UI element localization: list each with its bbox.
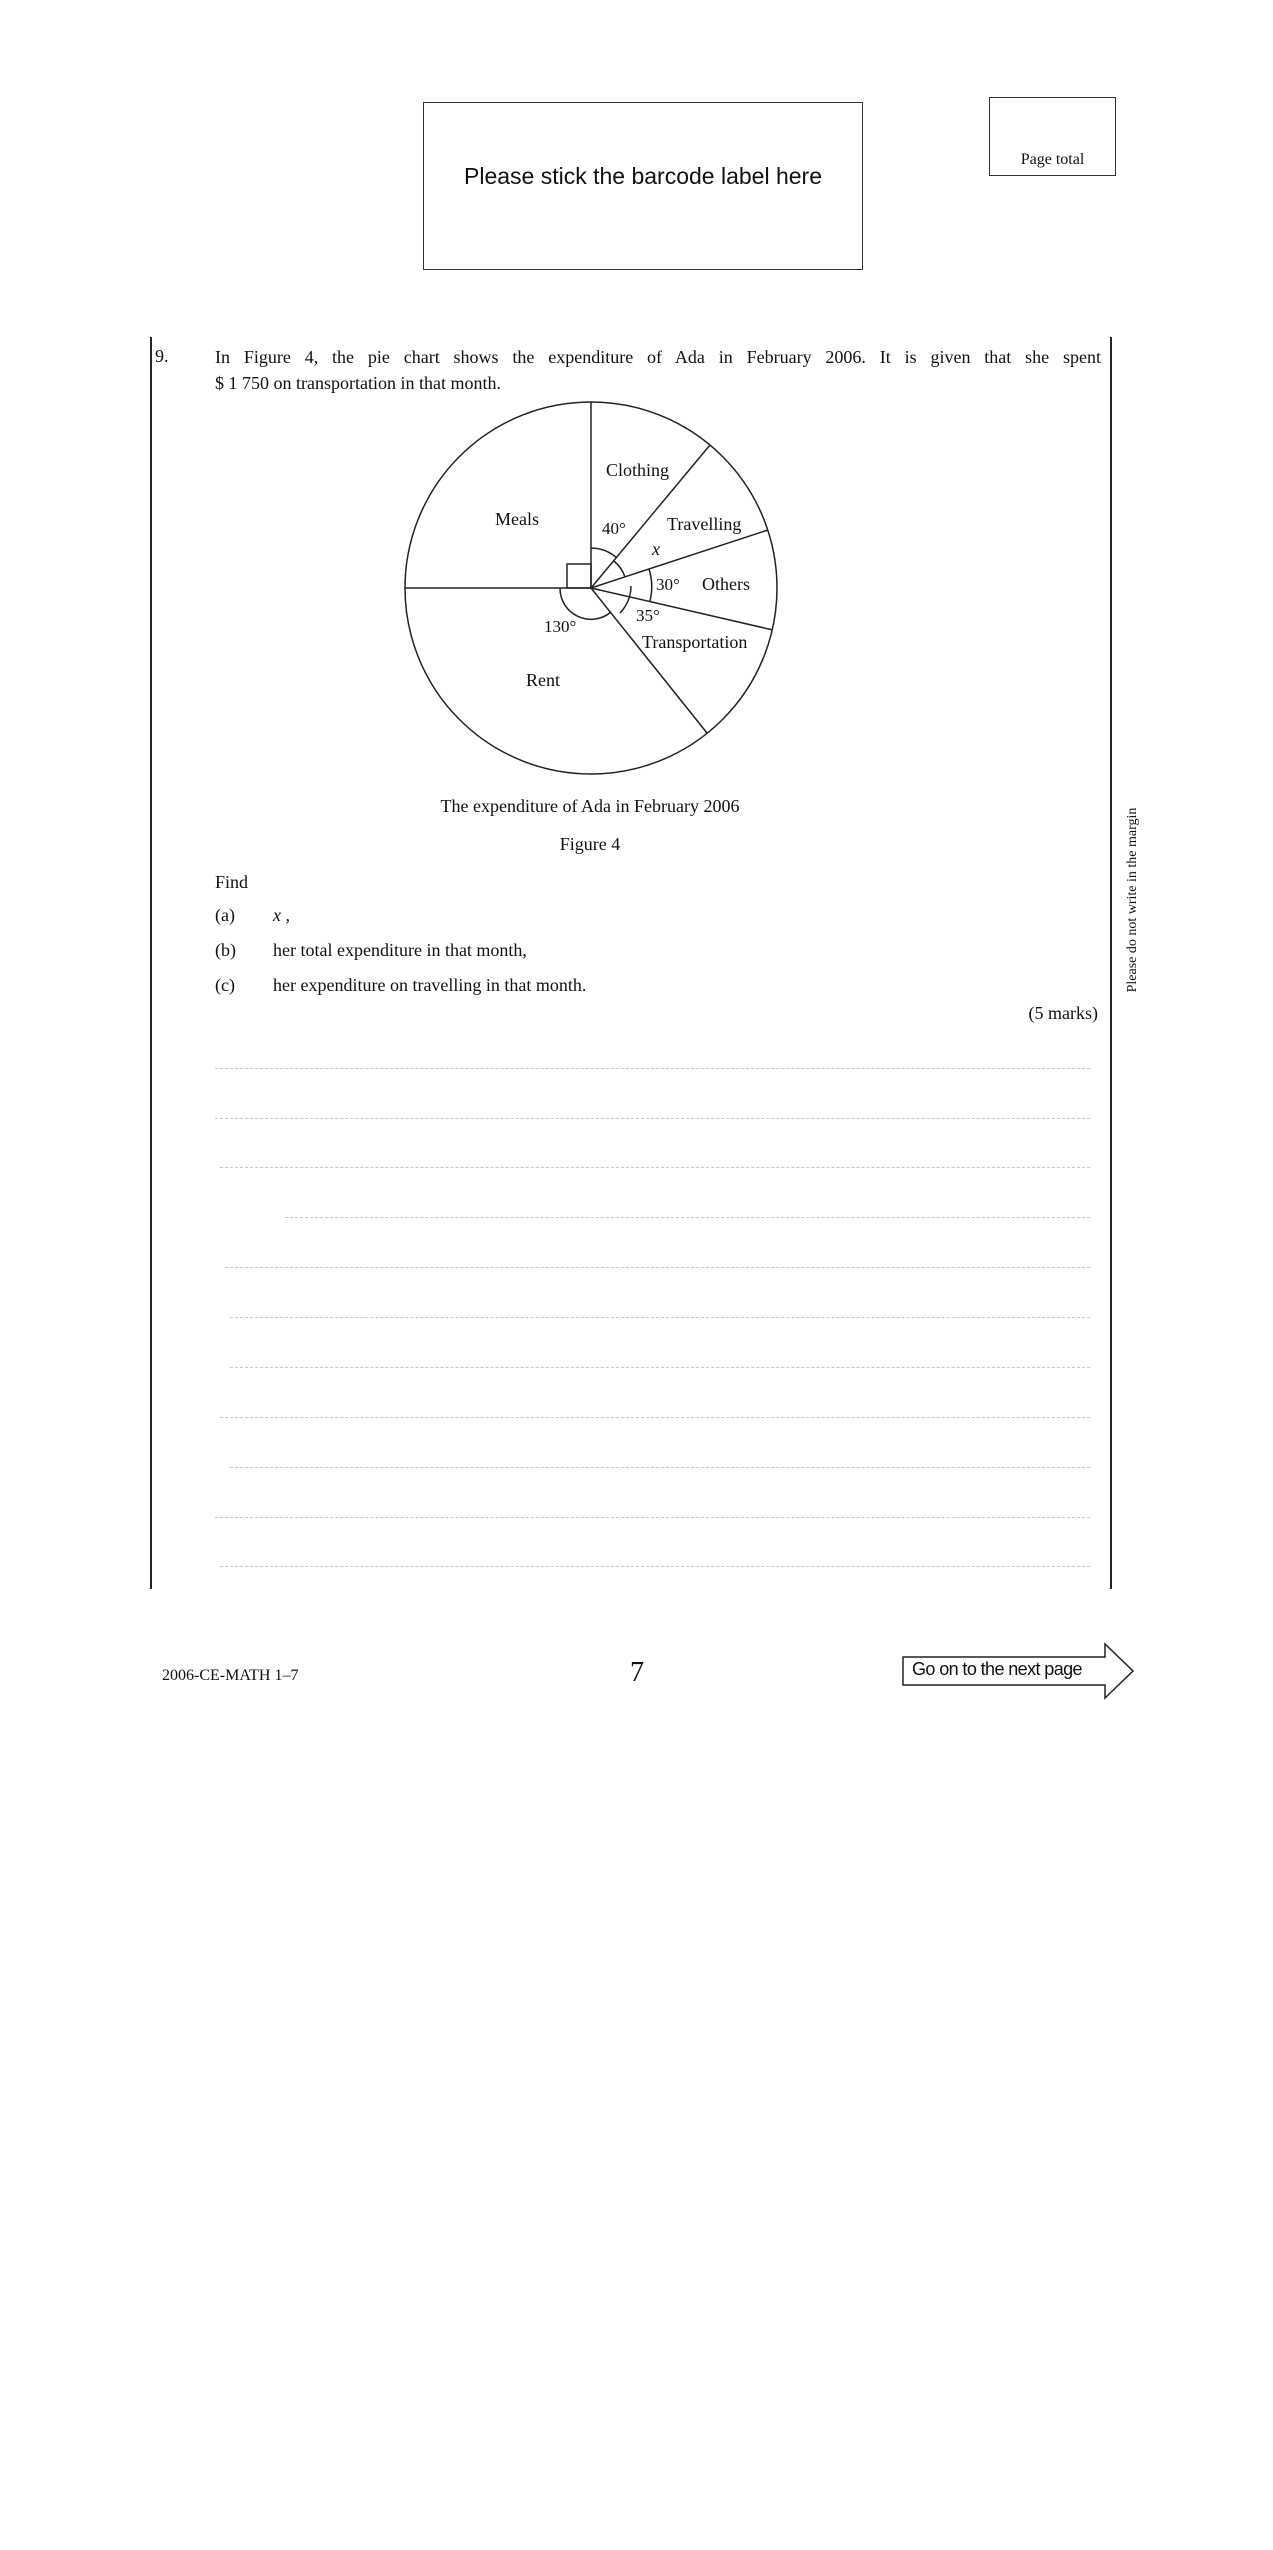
slice-label-rent: Rent xyxy=(526,670,560,690)
answer-line[interactable] xyxy=(215,1517,1090,1518)
answer-line[interactable] xyxy=(220,1566,1090,1567)
question-text-line-2: $ 1 750 on transportation in that month. xyxy=(215,373,501,393)
angle-label-35: 35° xyxy=(636,606,660,625)
angle-label-30: 30° xyxy=(656,575,680,594)
angle-label-x: x xyxy=(652,539,660,559)
answer-line[interactable] xyxy=(220,1417,1090,1418)
answer-line[interactable] xyxy=(225,1267,1090,1268)
angle-label-40: 40° xyxy=(602,519,626,538)
answer-line[interactable] xyxy=(230,1317,1090,1318)
barcode-label-text: Please stick the barcode label here xyxy=(464,162,822,189)
part-b-text: her total expenditure in that month, xyxy=(273,940,527,960)
slice-label-clothing: Clothing xyxy=(606,460,670,480)
left-margin-rule xyxy=(150,337,152,1589)
pie-radius-transportation-start xyxy=(591,588,773,630)
part-a-label: (a) xyxy=(215,905,235,925)
expenditure-pie-chart xyxy=(380,380,800,790)
marks-label: (5 marks) xyxy=(1028,1003,1098,1023)
arc-clothing xyxy=(591,548,617,558)
margin-note-text: Please do not write in the margin xyxy=(1125,807,1140,993)
answer-line[interactable] xyxy=(215,1068,1090,1069)
part-c-text: her expenditure on travelling in that month. xyxy=(273,975,587,995)
answer-line[interactable] xyxy=(285,1217,1090,1218)
question-number: 9. xyxy=(155,346,169,366)
right-angle-marker xyxy=(567,564,591,588)
page-total-label: Page total xyxy=(1020,151,1085,168)
part-c-label: (c) xyxy=(215,975,235,995)
part-a-text: x , xyxy=(273,905,290,925)
slice-label-transportation: Transportation xyxy=(642,632,748,652)
slice-label-travelling: Travelling xyxy=(667,514,742,534)
part-b-label: (b) xyxy=(215,940,236,960)
arc-transportation xyxy=(620,586,631,613)
right-margin-rule xyxy=(1110,337,1112,1589)
figure-caption: The expenditure of Ada in February 2006 xyxy=(440,796,740,816)
slice-label-others: Others xyxy=(702,574,750,594)
answer-line[interactable] xyxy=(220,1167,1090,1168)
arc-travelling xyxy=(614,561,625,577)
page-number: 7 xyxy=(630,1657,644,1688)
arc-others xyxy=(649,569,652,601)
answer-line[interactable] xyxy=(215,1118,1090,1119)
slice-label-meals: Meals xyxy=(495,509,539,529)
barcode-label-box xyxy=(423,102,863,270)
angle-label-130: 130° xyxy=(544,617,577,636)
question-text-line-1: In Figure 4, the pie chart shows the expenditure of Ada in February 2006. It is given that she spent xyxy=(215,347,1101,367)
answer-line[interactable] xyxy=(230,1367,1090,1368)
page-total-box xyxy=(989,97,1116,176)
figure-label: Figure 4 xyxy=(559,834,621,854)
answer-line[interactable] xyxy=(230,1467,1090,1468)
next-page-label: Go on to the next page xyxy=(912,1659,1082,1679)
margin-note xyxy=(1123,790,1143,1010)
find-label: Find xyxy=(215,872,249,892)
paper-code: 2006-CE-MATH 1–7 xyxy=(162,1667,299,1684)
